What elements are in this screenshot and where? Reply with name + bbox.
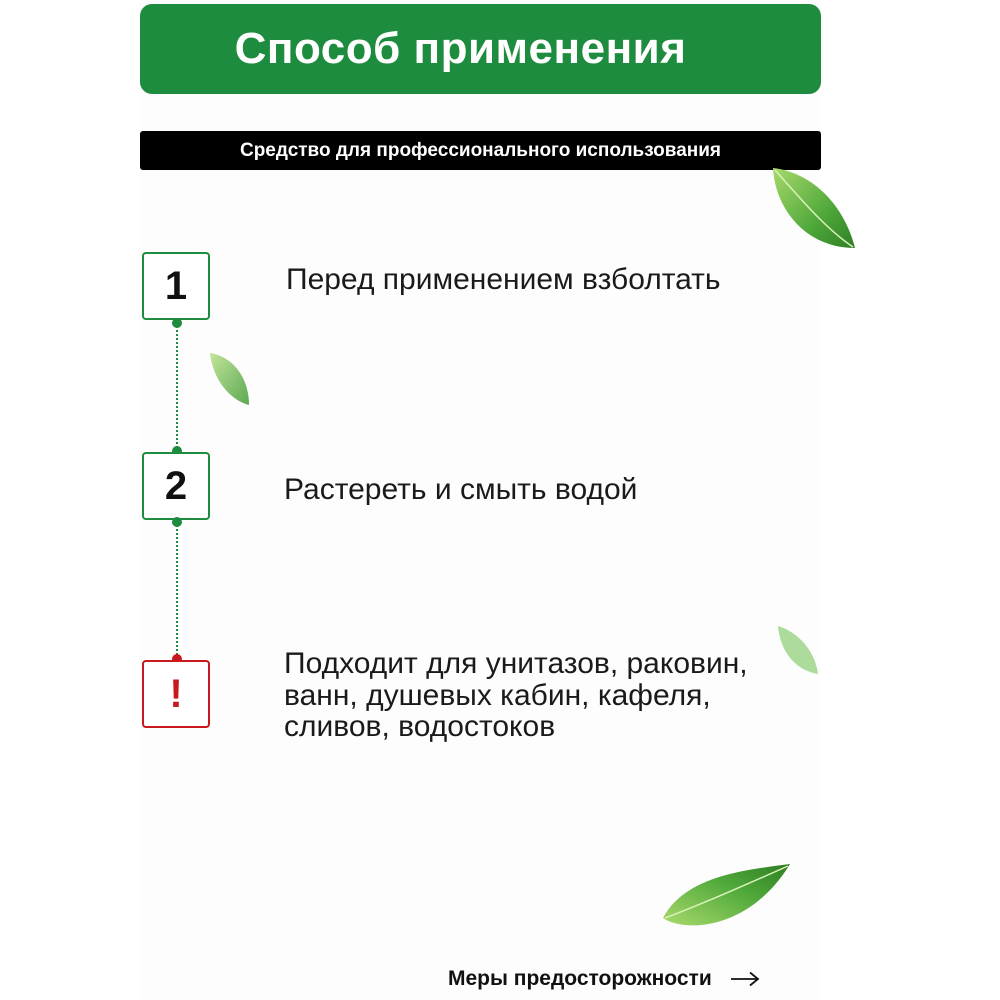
step-connector bbox=[176, 323, 178, 451]
page-title: Способ применения bbox=[234, 24, 687, 73]
step-1-text: Перед применением взболтать bbox=[286, 263, 721, 296]
connector-dot bbox=[172, 318, 182, 328]
precautions-link-label: Меры предосторожности bbox=[448, 967, 712, 990]
step-1-marker bbox=[142, 252, 210, 320]
connector-dot bbox=[172, 517, 182, 527]
subtitle-text: Средство для профессионального использования bbox=[239, 139, 722, 161]
warning-marker bbox=[142, 660, 210, 728]
step-2-marker bbox=[142, 452, 210, 520]
precautions-link[interactable] bbox=[448, 967, 760, 991]
leaf-icon bbox=[205, 345, 253, 410]
step-3-text: Подходит для унитазов, раковин, ванн, душевых кабин, кафеля, сливов, водостоков bbox=[284, 647, 748, 743]
subtitle-bar bbox=[140, 131, 821, 170]
step-connector bbox=[176, 522, 178, 658]
arrow-right-icon bbox=[730, 971, 760, 987]
leaf-icon bbox=[765, 148, 860, 258]
step-2-text: Растереть и смыть водой bbox=[284, 473, 638, 506]
step-number: 2 bbox=[164, 463, 188, 508]
step-number: 1 bbox=[164, 263, 188, 308]
warning-icon: ! bbox=[169, 671, 183, 716]
leaf-icon bbox=[655, 858, 795, 938]
title-banner bbox=[140, 4, 821, 94]
